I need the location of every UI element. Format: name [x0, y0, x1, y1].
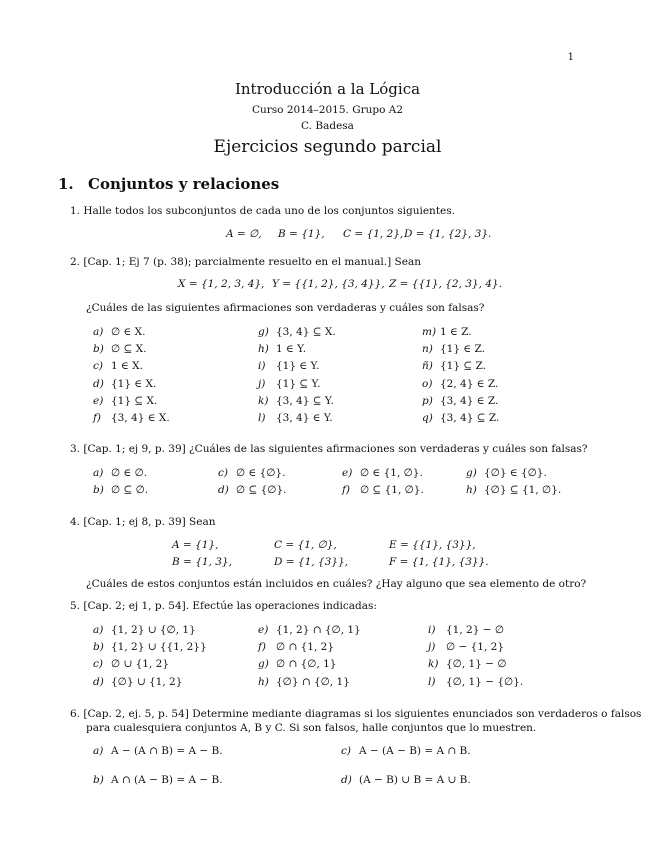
- item-text: {3, 4} ⊆ X.: [276, 326, 336, 338]
- exercise-3-text: 3. [Cap. 1; ej 9, p. 39] ¿Cuáles de las siguientes afirmaciones son verdaderas y cuáles son falsas?: [70, 443, 588, 455]
- item-label: d): [218, 484, 229, 496]
- ex2-item-g: [258, 326, 336, 338]
- ex2-item-e: [93, 395, 157, 407]
- item-label: b): [93, 774, 104, 786]
- ex4-set-d: D = {1, {3}},: [274, 556, 348, 568]
- item-label: c): [93, 360, 103, 373]
- ex2-item-d: [93, 378, 156, 390]
- item-text: ∅ ⊆ {1, ∅}.: [360, 484, 424, 496]
- page-number: 1: [567, 52, 574, 63]
- ex6-item-d: [341, 774, 471, 786]
- ex2-item-h: [258, 343, 306, 355]
- ex2-item-ñ: [422, 360, 486, 372]
- section-heading: [58, 175, 279, 193]
- item-label: e): [93, 394, 104, 407]
- item-text: ∅ ∪ {1, 2}: [111, 658, 170, 671]
- exercise-4-question: ¿Cuáles de estos conjuntos están incluidos en cuáles? ¿Hay alguno que sea elemento de otro?: [86, 578, 587, 590]
- item-text: {1} ⊆ X.: [111, 394, 158, 407]
- ex3-item-e: [342, 467, 423, 479]
- ex2-item-o: [422, 378, 498, 390]
- item-text: ∅ ∩ {∅, 1}: [276, 658, 337, 671]
- item-text: {1} ∈ Y.: [276, 360, 320, 373]
- item-text: ∅ ∈ {1, ∅}.: [360, 467, 423, 479]
- ex5-item-e: [258, 624, 361, 636]
- ex1-set-d: D = {1, {2}, 3}.: [404, 228, 492, 240]
- ex2-item-n: [422, 343, 485, 355]
- ex3-item-a: [93, 467, 147, 479]
- author: C. Badesa: [301, 120, 354, 132]
- ex3-item-g: [466, 467, 547, 479]
- ex4-set-a: A = {1},: [172, 539, 219, 551]
- item-text: {∅} ∈ {∅}.: [484, 467, 547, 479]
- item-label: a): [93, 467, 104, 479]
- item-label: j): [428, 641, 436, 654]
- ex5-item-j: [428, 641, 504, 653]
- item-label: k): [428, 658, 439, 671]
- ex2-item-k: [258, 395, 334, 407]
- item-text: {3, 4} ∈ Z.: [440, 394, 499, 407]
- item-label: c): [218, 467, 228, 479]
- item-label: d): [93, 377, 104, 390]
- ex4-set-e: E = {{1}, {3}},: [389, 539, 476, 551]
- item-text: {1, 2} ∩ {∅, 1}: [276, 624, 361, 636]
- ex3-item-d: [218, 484, 286, 496]
- item-text: {1, 2} ∪ {{1, 2}}: [111, 641, 207, 654]
- item-label: f): [258, 641, 266, 654]
- ex1-set-b: B = {1},: [278, 228, 325, 240]
- item-label: m): [422, 326, 437, 338]
- ex2-item-f: [93, 412, 170, 424]
- ex5-item-d: [93, 676, 182, 688]
- ex2-item-p: [422, 395, 498, 407]
- item-text: ∅ ∈ ∅.: [111, 467, 148, 479]
- ex5-item-h: [258, 676, 350, 688]
- exercise-6-text-line1: 6. [Cap. 2, ej. 5, p. 54] Determine mediante diagramas si los siguientes enunciados son verdaderos o falsos: [70, 708, 642, 720]
- item-text: {2, 4} ∈ Z.: [440, 377, 499, 390]
- item-label: h): [258, 675, 269, 688]
- ex4-set-b: B = {1, 3},: [172, 556, 232, 568]
- item-text: {3, 4} ⊆ Y.: [276, 394, 334, 407]
- item-text: ∅ ∈ X.: [111, 326, 146, 338]
- item-text: {3, 4} ∈ Y.: [276, 412, 333, 424]
- ex4-set-f: F = {1, {1}, {3}}.: [389, 556, 489, 568]
- item-label: l): [258, 412, 266, 424]
- item-text: {1, 2} ∪ {∅, 1}: [111, 624, 196, 636]
- item-label: b): [93, 343, 104, 356]
- item-text: (A − B) ∪ B = A ∪ B.: [359, 774, 471, 786]
- ex3-item-c: [218, 467, 285, 479]
- item-text: {1} ∈ Z.: [440, 343, 485, 356]
- item-text: 1 ∈ X.: [111, 360, 143, 373]
- item-label: d): [341, 774, 352, 786]
- ex2-item-q: [422, 412, 499, 424]
- ex5-item-a: [93, 624, 196, 636]
- item-label: f): [93, 412, 101, 424]
- exercise-5-text: 5. [Cap. 2; ej 1, p. 54]. Efectúe las operaciones indicadas:: [70, 600, 377, 612]
- ex2-set-z: Z = {{1}, {2, 3}, 4}.: [389, 278, 502, 290]
- ex1-set-c: C = {1, 2},: [343, 228, 404, 240]
- section-title: Conjuntos y relaciones: [88, 175, 280, 193]
- item-label: g): [258, 658, 269, 671]
- item-text: {∅} ⊆ {1, ∅}.: [484, 484, 562, 496]
- item-label: g): [466, 467, 477, 479]
- ex6-item-c: [341, 745, 471, 757]
- item-text: {1} ⊆ Z.: [440, 360, 486, 373]
- item-text: ∅ ⊆ ∅.: [111, 484, 149, 496]
- item-text: {1, 2} − ∅: [446, 624, 505, 636]
- item-label: c): [93, 658, 103, 671]
- ex3-item-f: [342, 484, 424, 496]
- item-text: 1 ∈ Z.: [440, 326, 472, 338]
- ex4-set-c: C = {1, ∅},: [274, 539, 337, 551]
- ex2-set-x: X = {1, 2, 3, 4},: [178, 278, 265, 290]
- item-label: l): [428, 675, 436, 688]
- item-label: h): [466, 484, 477, 496]
- ex2-item-j: [258, 378, 320, 390]
- item-text: ∅ ⊆ X.: [111, 343, 147, 356]
- ex2-item-l: [258, 412, 333, 424]
- item-label: p): [422, 394, 433, 407]
- ex2-item-c: [93, 360, 143, 372]
- item-label: q): [422, 412, 433, 424]
- item-label: k): [258, 394, 269, 407]
- ex5-item-c: [93, 658, 169, 670]
- item-label: i): [428, 624, 436, 636]
- ex5-item-f: [258, 641, 334, 653]
- item-text: {∅, 1} − {∅}.: [446, 675, 524, 688]
- ex5-item-g: [258, 658, 336, 670]
- item-text: ∅ ∈ {∅}.: [236, 467, 286, 479]
- item-label: n): [422, 343, 433, 356]
- ex6-item-b: [93, 774, 223, 786]
- ex2-item-a: [93, 326, 145, 338]
- item-text: A − (A ∩ B) = A − B.: [111, 745, 223, 757]
- item-label: b): [93, 484, 104, 496]
- section-number: 1.: [58, 175, 74, 193]
- exercise-2-question: ¿Cuáles de las siguientes afirmaciones son verdaderas y cuáles son falsas?: [86, 302, 485, 314]
- exercise-1-text: 1. Halle todos los subconjuntos de cada uno de los conjuntos siguientes.: [70, 205, 455, 217]
- ex2-item-i: [258, 360, 319, 372]
- ex6-item-a: [93, 745, 223, 757]
- item-text: A − (A − B) = A ∩ B.: [359, 745, 471, 757]
- item-label: a): [93, 624, 104, 636]
- item-label: f): [342, 484, 350, 496]
- ex3-item-b: [93, 484, 148, 496]
- item-label: b): [93, 641, 104, 654]
- item-label: e): [342, 467, 353, 479]
- ex2-item-b: [93, 343, 146, 355]
- item-label: j): [258, 377, 266, 390]
- ex5-item-k: [428, 658, 506, 670]
- item-label: a): [93, 326, 104, 338]
- item-label: a): [93, 745, 104, 757]
- item-text: {3, 4} ⊆ Z.: [440, 412, 500, 424]
- ex2-set-y: Y = {{1, 2}, {3, 4}},: [272, 278, 385, 290]
- item-text: {1} ⊆ Y.: [276, 377, 321, 390]
- item-label: h): [258, 343, 269, 356]
- document-subtitle: Ejercicios segundo parcial: [213, 137, 442, 157]
- item-text: {∅} ∩ {∅, 1}: [276, 675, 350, 688]
- item-text: {∅, 1} − ∅: [446, 658, 507, 671]
- ex5-item-b: [93, 641, 207, 653]
- document-title: Introducción a la Lógica: [234, 80, 421, 98]
- item-label: i): [258, 360, 266, 373]
- ex5-item-i: [428, 624, 504, 636]
- ex2-item-m: [422, 326, 472, 338]
- item-label: d): [93, 675, 104, 688]
- item-text: A ∩ (A − B) = A − B.: [111, 774, 223, 786]
- item-label: ñ): [422, 360, 433, 373]
- item-text: {3, 4} ∈ X.: [111, 412, 170, 424]
- course-info: Curso 2014–2015. Grupo A2: [251, 104, 404, 116]
- ex1-set-a: A = ∅,: [226, 228, 262, 240]
- item-text: ∅ − {1, 2}: [446, 641, 505, 654]
- ex5-item-l: [428, 676, 523, 688]
- item-text: ∅ ⊆ {∅}.: [236, 484, 287, 496]
- item-label: e): [258, 624, 269, 636]
- item-text: {1} ∈ X.: [111, 377, 157, 390]
- ex3-item-h: [466, 484, 561, 496]
- exercise-6-text-line2: para cualesquiera conjuntos A, B y C. Si son falsos, halle conjuntos que lo muestren.: [86, 722, 537, 734]
- item-text: {∅} ∪ {1, 2}: [111, 675, 183, 688]
- item-label: o): [422, 377, 433, 390]
- exercise-4-text: 4. [Cap. 1; ej 8, p. 39] Sean: [70, 516, 216, 528]
- item-text: 1 ∈ Y.: [276, 343, 307, 356]
- item-text: ∅ ∩ {1, 2}: [276, 641, 335, 654]
- item-label: c): [341, 745, 351, 757]
- exercise-2-text: 2. [Cap. 1; Ej 7 (p. 38); parcialmente resuelto en el manual.] Sean: [70, 256, 421, 268]
- item-label: g): [258, 326, 269, 338]
